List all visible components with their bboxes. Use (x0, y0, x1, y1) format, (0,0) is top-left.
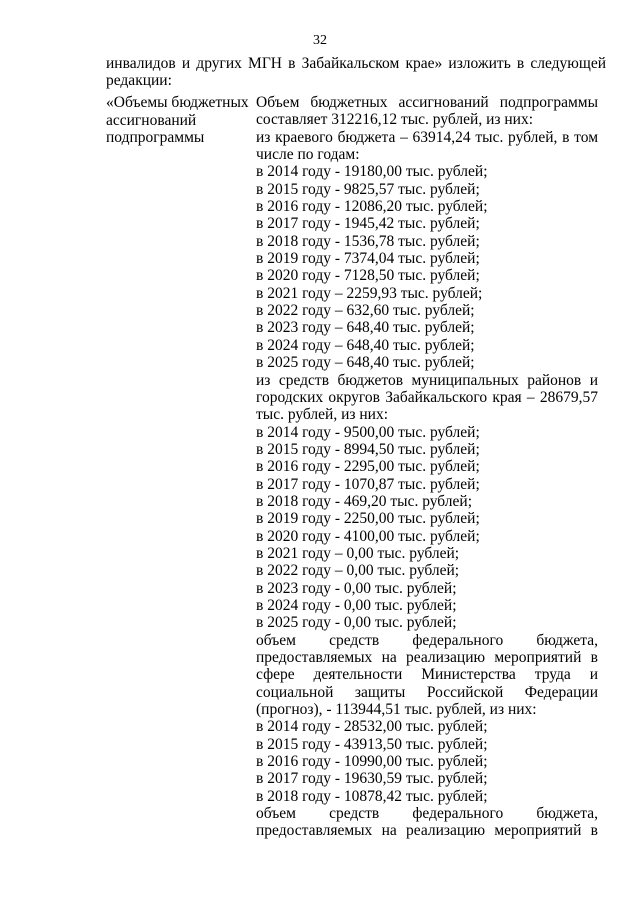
value-line: в 2018 году - 469,20 тыс. рублей; (256, 492, 473, 510)
value-line: в 2025 году – 648,40 тыс. рублей; (256, 354, 475, 372)
value-line: тыс. рублей, из них: (256, 406, 389, 424)
label-line: подпрограммы (106, 129, 205, 146)
intro-paragraph (106, 55, 606, 89)
value-line: в 2019 году - 2250,00 тыс. рублей; (256, 510, 480, 528)
value-line: предоставляемых на реализацию мероприятий в (256, 822, 598, 840)
label-line: ассигнований (106, 111, 197, 129)
table-label-cell (106, 94, 256, 147)
value-line: в 2022 году – 0,00 тыс. рублей; (256, 562, 460, 580)
value-line: в 2024 году - 0,00 тыс. рублей; (256, 596, 457, 614)
value-line: в 2017 году - 19630,59 тыс. рублей; (256, 770, 488, 788)
value-line: предоставляемых на реализацию мероприятий в (256, 649, 598, 666)
value-line: в 2020 году - 4100,00 тыс. рублей; (256, 527, 480, 545)
value-line: социальной защиты Российской Федерации (256, 683, 598, 701)
value-line: в 2014 году - 19180,00 тыс. рублей; (256, 163, 488, 181)
value-line: в 2016 году - 2295,00 тыс. рублей; (256, 458, 480, 476)
value-line: в 2020 году - 7128,50 тыс. рублей; (256, 267, 480, 285)
value-line: сфере деятельности Министерства труда и (256, 666, 598, 684)
value-line: в 2014 году - 9500,00 тыс. рублей; (256, 423, 480, 441)
page-number: 32 (313, 33, 327, 48)
value-line: Объем бюджетных ассигнований подпрограммы (256, 94, 598, 111)
value-line: объем средств федерального бюджета, (256, 805, 598, 823)
value-line: (прогноз), - 113944,51 тыс. рублей, из них: (256, 701, 537, 719)
value-line: из средств бюджетов муниципальных районов и (256, 371, 598, 389)
value-line: объем средств федерального бюджета, (256, 631, 598, 649)
value-line: в 2024 году – 648,40 тыс. рублей; (256, 336, 475, 354)
label-line: «Объемы бюджетных (106, 94, 249, 111)
value-line: в 2014 году - 28532,00 тыс. рублей; (256, 718, 488, 736)
value-line: числе по годам: (256, 146, 360, 164)
value-line: в 2015 году - 43913,50 тыс. рублей; (256, 735, 488, 753)
value-line: в 2015 году - 9825,57 тыс. рублей; (256, 180, 480, 198)
value-line: в 2023 году – 648,40 тыс. рублей; (256, 319, 475, 337)
intro-line: инвалидов и других МГН в Забайкальском крае» изложить в следующей (106, 55, 606, 72)
value-line: в 2023 году - 0,00 тыс. рублей; (256, 579, 457, 597)
value-line: в 2016 году - 12086,20 тыс. рублей; (256, 198, 488, 216)
value-line: в 2019 году - 7374,04 тыс. рублей; (256, 250, 480, 268)
value-line: в 2021 году – 0,00 тыс. рублей; (256, 544, 460, 562)
intro-line: редакции: (106, 72, 172, 89)
value-line: из краевого бюджета – 63914,24 тыс. рублей, в том (256, 128, 598, 146)
value-line: в 2018 году - 1536,78 тыс. рублей; (256, 232, 480, 250)
table-value-cell (256, 94, 598, 840)
value-line: в 2015 году - 8994,50 тыс. рублей; (256, 440, 480, 458)
value-line: в 2018 году - 10878,42 тыс. рублей; (256, 787, 488, 805)
value-line: в 2017 году - 1945,42 тыс. рублей; (256, 215, 480, 233)
value-line: в 2016 году - 10990,00 тыс. рублей; (256, 753, 488, 771)
value-line: в 2025 году - 0,00 тыс. рублей; (256, 614, 457, 632)
value-line: в 2017 году - 1070,87 тыс. рублей; (256, 475, 480, 493)
value-line: в 2021 году – 2259,93 тыс. рублей; (256, 284, 483, 302)
value-line: составляет 312216,12 тыс. рублей, из них: (256, 111, 534, 129)
value-line: городских округов Забайкальского края – 28679,57 (256, 388, 598, 406)
value-line: в 2022 году – 632,60 тыс. рублей; (256, 302, 475, 320)
